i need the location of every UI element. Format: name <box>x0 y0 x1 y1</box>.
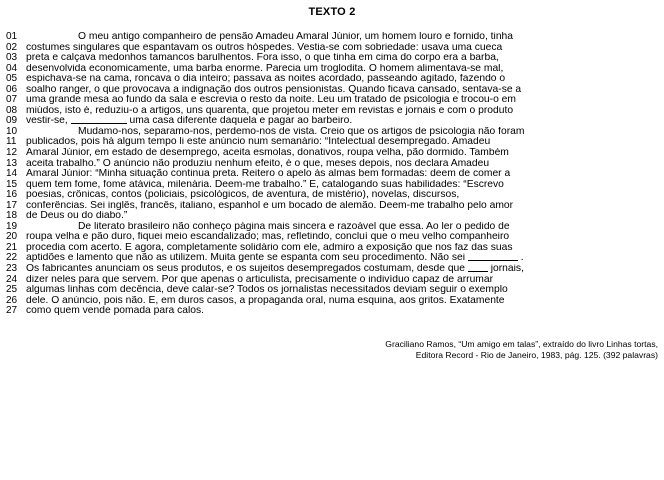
text-line <box>0 232 656 243</box>
source-attribution <box>0 339 664 361</box>
attribution-line-1: Graciliano Ramos, “Um amigo em talas”, extraído do livro Linhas tortas, <box>385 338 658 349</box>
line-text-run: espichava-se na cama, roncava o dia inteiro; passava as noites acordado, passeando agitado, fazendo o <box>26 74 506 85</box>
text-line <box>0 116 656 127</box>
line-content <box>26 201 656 212</box>
line-text-run: costumes singulares que espantavam os outros hóspedes. Vestia-se com sobriedade: usava uma cueca <box>26 42 503 53</box>
line-content <box>26 211 656 222</box>
line-content <box>26 232 656 243</box>
line-text-run: desenvolvida economicamente, uma barba enorme. Parecia um troglodita. O homem alimentava-se mal, <box>26 63 504 74</box>
text-line <box>0 275 656 286</box>
line-number: 26 <box>6 294 18 306</box>
text-line <box>0 201 656 212</box>
line-number: 05 <box>6 73 18 85</box>
line-number: 23 <box>6 263 18 275</box>
text-line <box>0 43 656 54</box>
text-line <box>0 243 656 254</box>
line-content <box>26 116 656 127</box>
text-line <box>0 95 656 106</box>
text-line <box>0 296 656 307</box>
text-line <box>0 190 656 201</box>
line-number: 22 <box>6 252 18 264</box>
line-number: 12 <box>6 147 18 159</box>
page-title: TEXTO 2 <box>308 6 356 18</box>
line-content <box>26 180 656 191</box>
fill-in-blank[interactable] <box>468 271 488 272</box>
attribution-line-2: Editora Record - Rio de Janeiro, 1983, pág. 125. (392 palavras) <box>415 349 658 360</box>
line-content <box>26 32 656 43</box>
line-number: 15 <box>6 178 18 190</box>
line-text-run: Mudamo-nos, separamo-nos, perdemo-nos de vista. Creio que os artigos de psicologia não foram <box>78 126 525 137</box>
line-content <box>26 169 656 180</box>
text-line <box>0 106 656 117</box>
text-line <box>0 306 656 317</box>
line-number: 07 <box>6 94 18 106</box>
line-number: 10 <box>6 125 18 137</box>
line-number: 01 <box>6 31 18 42</box>
line-content <box>26 190 656 201</box>
line-number: 03 <box>6 52 18 64</box>
line-text-run: dizer neles para que servem. Por que apenas o articulista, precisamente o indivíduo capaz de arrumar <box>26 274 494 285</box>
line-text-after-blank: uma casa diferente daquela e pagar ao barbeiro. <box>126 116 353 127</box>
line-text-after-blank: jornais, <box>487 264 524 275</box>
line-content <box>26 306 656 317</box>
line-text-run: preta e calçava medonhos tamancos barulhentos. Fora isso, o que tinha em cima do corpo era a barba, <box>26 53 499 64</box>
text-line <box>0 53 656 64</box>
line-text-run: uma grande mesa ao fundo da sala e escrevia o resto da noite. Leu um tratado de psicologia e trocou-o em <box>26 95 516 106</box>
line-text-run: conferências. Sei inglês, francês, italiano, espanhol e um bocado de alemão. Deem-me trabalho pelo amor <box>26 200 514 211</box>
line-text-run: quem tem fome, fome atávica, milenária. Deem-me trabalho.” E, catalogando suas habilidades: “Escrevo <box>26 179 504 190</box>
line-text-run: poesias, crônicas, contos (policiais, psicológicos, de aventura, de mistério), novelas, discursos, <box>26 190 460 201</box>
line-number: 09 <box>6 115 18 127</box>
line-number: 08 <box>6 104 18 116</box>
text-line <box>0 285 656 296</box>
line-text-run: publicados, pois há algum tempo li este anúncio num semanário: “Intelectual desempregado. Amadeu <box>26 137 491 148</box>
text-line <box>0 180 656 191</box>
line-text-run: algumas linhas com decência, deve calar-se? Todos os jornalistas necessitados deviam seguir o exemplo <box>26 285 508 296</box>
line-number: 20 <box>6 231 18 243</box>
line-content <box>26 53 656 64</box>
line-text-before-blank: aptidões e lamento que não as utilizem. Muita gente se espanta com seu procedimento. Não sei <box>26 253 468 264</box>
fill-in-blank[interactable] <box>468 260 518 261</box>
text-line <box>0 169 656 180</box>
line-text-run: dele. O anúncio, pois não. E, em duros casos, a propaganda oral, numa esquina, aos gritos. Exatamente <box>26 295 505 306</box>
line-number: 14 <box>6 168 18 180</box>
line-content <box>26 106 656 117</box>
line-number: 24 <box>6 273 18 285</box>
line-number: 13 <box>6 157 18 169</box>
fill-in-blank[interactable] <box>71 123 127 124</box>
numbered-text-body <box>0 32 664 317</box>
text-line <box>0 148 656 159</box>
line-text-run: como quem vende pomada para calos. <box>26 306 205 317</box>
line-number: 27 <box>6 305 18 317</box>
line-content <box>26 137 656 148</box>
line-content <box>26 253 656 264</box>
line-text-run: de Deus ou do diabo.” <box>26 211 128 222</box>
text-line <box>0 137 656 148</box>
text-line <box>0 222 656 233</box>
line-text-run: roupa velha e pão duro, fiquei meio escandalizado; mas, refletindo, concluí que o meu velho companheiro <box>26 232 510 243</box>
text-line <box>0 85 656 96</box>
line-text-before-blank: Os fabricantes anunciam os seus produtos, e os sujeitos desempregados costumam, desde que <box>26 264 468 275</box>
text-line <box>0 211 656 222</box>
line-number: 11 <box>6 136 17 148</box>
line-number: 25 <box>6 284 18 296</box>
line-content <box>26 296 656 307</box>
line-content <box>26 43 656 54</box>
line-number: 02 <box>6 41 18 53</box>
line-text-run: procedia com acerto. E agora, completamente solidário com ele, admiro a exposição que nos faz das suas <box>26 242 513 253</box>
line-content <box>26 64 656 75</box>
line-content <box>26 127 656 138</box>
line-content <box>26 85 656 96</box>
line-number: 16 <box>6 189 18 201</box>
line-text-run: O meu antigo companheiro de pensão Amadeu Amaral Júnior, um homem louro e fornido, tinha <box>78 32 514 42</box>
text-line <box>0 159 656 170</box>
line-content <box>26 74 656 85</box>
line-number: 19 <box>6 220 18 232</box>
line-number: 18 <box>6 210 18 222</box>
line-content <box>26 95 656 106</box>
text-line <box>0 253 656 264</box>
line-number: 06 <box>6 83 18 95</box>
line-text-run: De literato brasileiro não conheço página mais sincera e razoável que essa. Ao ler o pedido de <box>78 221 510 232</box>
line-content <box>26 275 656 286</box>
line-text-after-blank: . <box>517 253 524 264</box>
line-text-run: soalho ranger, o que provocava a indignação dos outros pensionistas. Quando ficava cansado, sentava-se a <box>26 84 522 95</box>
line-number: 17 <box>6 199 18 211</box>
line-number: 04 <box>6 62 18 74</box>
text-line <box>0 64 656 75</box>
line-content <box>26 243 656 254</box>
text-line <box>0 74 656 85</box>
line-text-before-blank: vestir-se, <box>26 116 71 127</box>
line-text-run: miúdos, isto é, reduziu-o a artigos, uns quarenta, que projetou meter em revistas e jornais e com o produto <box>26 105 514 116</box>
line-number: 21 <box>6 241 18 253</box>
line-text-run: Amaral Júnior: “Minha situação continua preta. Reitero o apelo às almas bem formadas: deem de comer a <box>26 169 511 180</box>
line-content <box>26 264 656 275</box>
line-content <box>26 285 656 296</box>
line-text-run: aceita trabalho.” O anúncio não produziu nenhum efeito, é o que, meses depois, nos declara Amadeu <box>26 158 490 169</box>
text-line <box>0 264 656 275</box>
line-content <box>26 222 656 233</box>
text-line <box>0 127 656 138</box>
line-content <box>26 159 656 170</box>
line-content <box>26 148 656 159</box>
text-line <box>0 32 656 43</box>
line-text-run: Amaral Júnior, em estado de desemprego, aceita esmolas, donativos, roupa velha, pão dormido. Também <box>26 148 509 159</box>
